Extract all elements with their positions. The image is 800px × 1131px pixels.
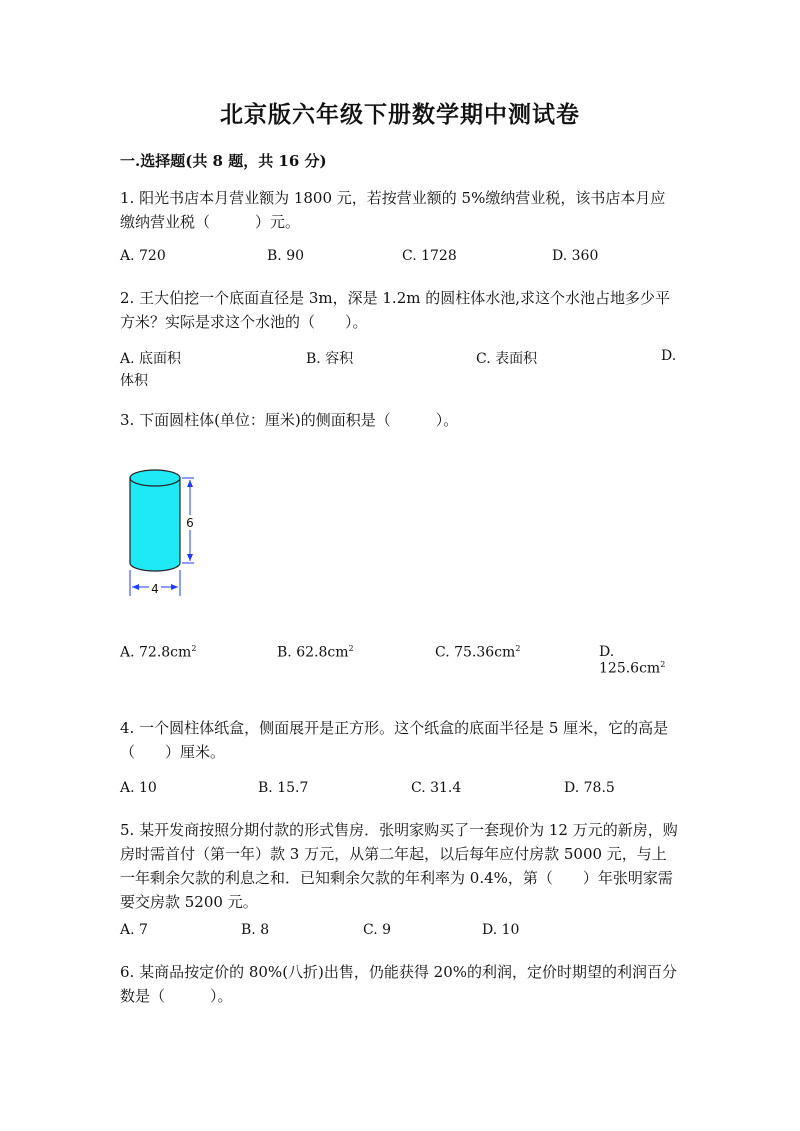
option-d[interactable]: D. 10 — [482, 922, 520, 938]
cylinder-top — [130, 470, 180, 486]
question-1-options — [120, 248, 680, 272]
option-c[interactable]: C. 9 — [363, 922, 392, 938]
option-d-text: D. 125.6cm — [599, 644, 661, 677]
question-3: 3. 下面圆柱体(单位：厘米)的侧面积是（ ）。 — [120, 411, 459, 429]
question-4: 4. 一个圆柱体纸盒，侧面展开是正方形。这个纸盒的底面半径是 5 厘米，它的高是（ ）厘米。 — [120, 719, 669, 761]
question-2-option-d-wrap — [120, 370, 680, 394]
unit-superscript: 2 — [660, 660, 666, 669]
question-2: 2. 王大伯挖一个底面直径是 3m，深是 1.2m 的圆柱体水池,求这个水池占地多少平方米？实际是求这个水池的（ ）。 — [120, 289, 671, 331]
option-d[interactable]: D. 78.5 — [564, 780, 615, 796]
option-d-text: 体积 — [120, 373, 148, 389]
option-c[interactable] — [435, 644, 520, 661]
diameter-arrow-right — [171, 584, 178, 590]
height-arrow-down — [187, 554, 193, 561]
cylinder-body — [130, 478, 180, 571]
page-title: 北京版六年级下册数学期中测试卷 — [220, 101, 580, 128]
unit-superscript: 2 — [191, 644, 197, 653]
question-3-options — [120, 644, 680, 677]
option-d[interactable]: D. — [661, 348, 677, 364]
question-1: 1. 阳光书店本月营业额为 1800 元，若按营业额的 5%缴纳营业税，该书店本月应缴纳营业税（ ）元。 — [120, 189, 666, 231]
diameter-arrow-left — [132, 584, 139, 590]
option-a[interactable]: A. 底面积 — [120, 351, 182, 367]
option-a[interactable]: A. 10 — [120, 780, 157, 796]
diameter-label: 4 — [151, 582, 159, 596]
height-arrow-up — [187, 480, 193, 487]
option-d[interactable]: D. 360 — [552, 248, 599, 264]
option-a[interactable]: A. 720 — [120, 248, 166, 264]
option-b[interactable]: B. 容积 — [306, 351, 354, 367]
option-b[interactable]: B. 90 — [267, 248, 305, 264]
question-2-options — [120, 348, 680, 372]
option-b-text: B. 62.8cm — [277, 644, 349, 661]
cylinder-figure — [118, 460, 218, 600]
unit-superscript: 2 — [515, 644, 521, 653]
question-5-options — [120, 922, 680, 946]
option-b[interactable]: B. 8 — [241, 922, 270, 938]
question-5: 5. 某开发商按照分期付款的形式售房．张明家购买了一套现价为 12 万元的新房，购房时需首付（第一年）款 3 万元，从第二年起，以后每年应付房款 5000 元，与上一年剩余欠款的利息之和．已知剩余欠款的年利率为 0.4%，第（ ）年张明家需要交房款 5200 元。 — [120, 821, 678, 911]
question-4-options — [120, 780, 680, 804]
option-c-text: C. 75.36cm — [435, 644, 516, 661]
option-b[interactable]: B. 15.7 — [258, 780, 309, 796]
option-b[interactable] — [277, 644, 354, 661]
option-c[interactable]: C. 31.4 — [411, 780, 462, 796]
option-c[interactable]: C. 1728 — [402, 248, 457, 264]
option-c[interactable]: C. 表面积 — [476, 351, 538, 367]
height-label: 6 — [186, 516, 194, 530]
option-d[interactable] — [599, 644, 680, 677]
option-a[interactable] — [120, 644, 196, 661]
section-heading: 一.选择题(共 8 题，共 16 分) — [120, 152, 327, 170]
option-a-text: A. 72.8cm — [120, 644, 192, 661]
unit-superscript: 2 — [348, 644, 354, 653]
question-6: 6. 某商品按定价的 80%(八折)出售，仍能获得 20%的利润，定价时期望的利润百分数是（ ）。 — [120, 963, 678, 1005]
option-a[interactable]: A. 7 — [120, 922, 148, 938]
